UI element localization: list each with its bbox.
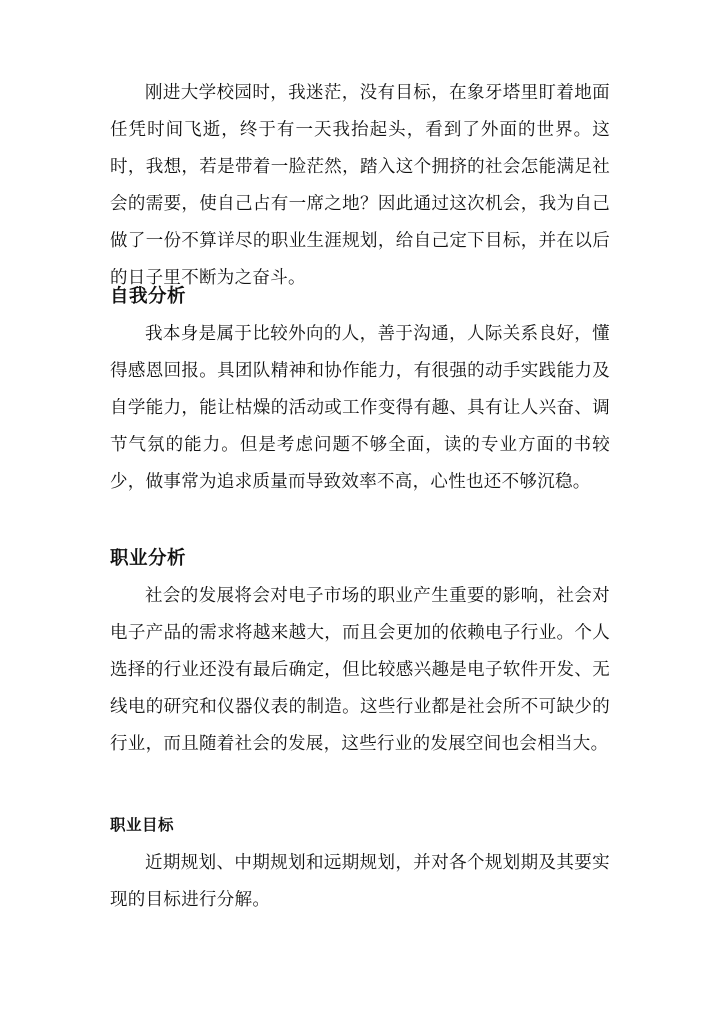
section-body-career-goals: 近期规划、中期规划和远期规划，并对各个规划期及其要实现的目标进行分解。 xyxy=(110,853,610,910)
section-heading-career-analysis: 职业分析 xyxy=(110,548,187,569)
section-body-career-analysis: 社会的发展将会对电子市场的职业产生重要的影响，社会对电子产品的需求将越来越大，而且会更加的依赖电子行业。个人选择的行业还没有最后确定，但比较感兴趣是电子软件开发、无线电的研究和仪器仪表的制造。这些行业都是社会所不可缺少的行业，而且随着社会的发展，这些行业的发展空间也会相当大。 xyxy=(110,586,610,754)
intro-paragraph: 刚进大学校园时，我迷茫，没有目标，在象牙塔里盯着地面任凭时间飞逝，终于有一天我抬起头，看到了外面的世界。这时，我想，若是带着一脸茫然，踏入这个拥挤的社会怎能满足社会的需要，使自己占有一席之地？因此通过这次机会，我为自己做了一份不算详尽的职业生涯规划，给自己定下目标，并在以后的日子里不断为之奋斗。 xyxy=(110,83,610,288)
section-heading-career-goals: 职业目标 xyxy=(110,816,175,834)
section-body-self-analysis: 我本身是属于比较外向的人，善于沟通，人际关系良好，懂得感恩回报。具团队精神和协作能力，有很强的动手实践能力及自学能力，能让枯燥的活动或工作变得有趣、具有让人兴奋、调节气氛的能力。但是考虑问题不够全面，读的专业方面的书较少，做事常为追求质量而导致效率不高，心性也还不够沉稳。 xyxy=(110,324,610,492)
section-heading-self-analysis: 自我分析 xyxy=(110,286,187,307)
